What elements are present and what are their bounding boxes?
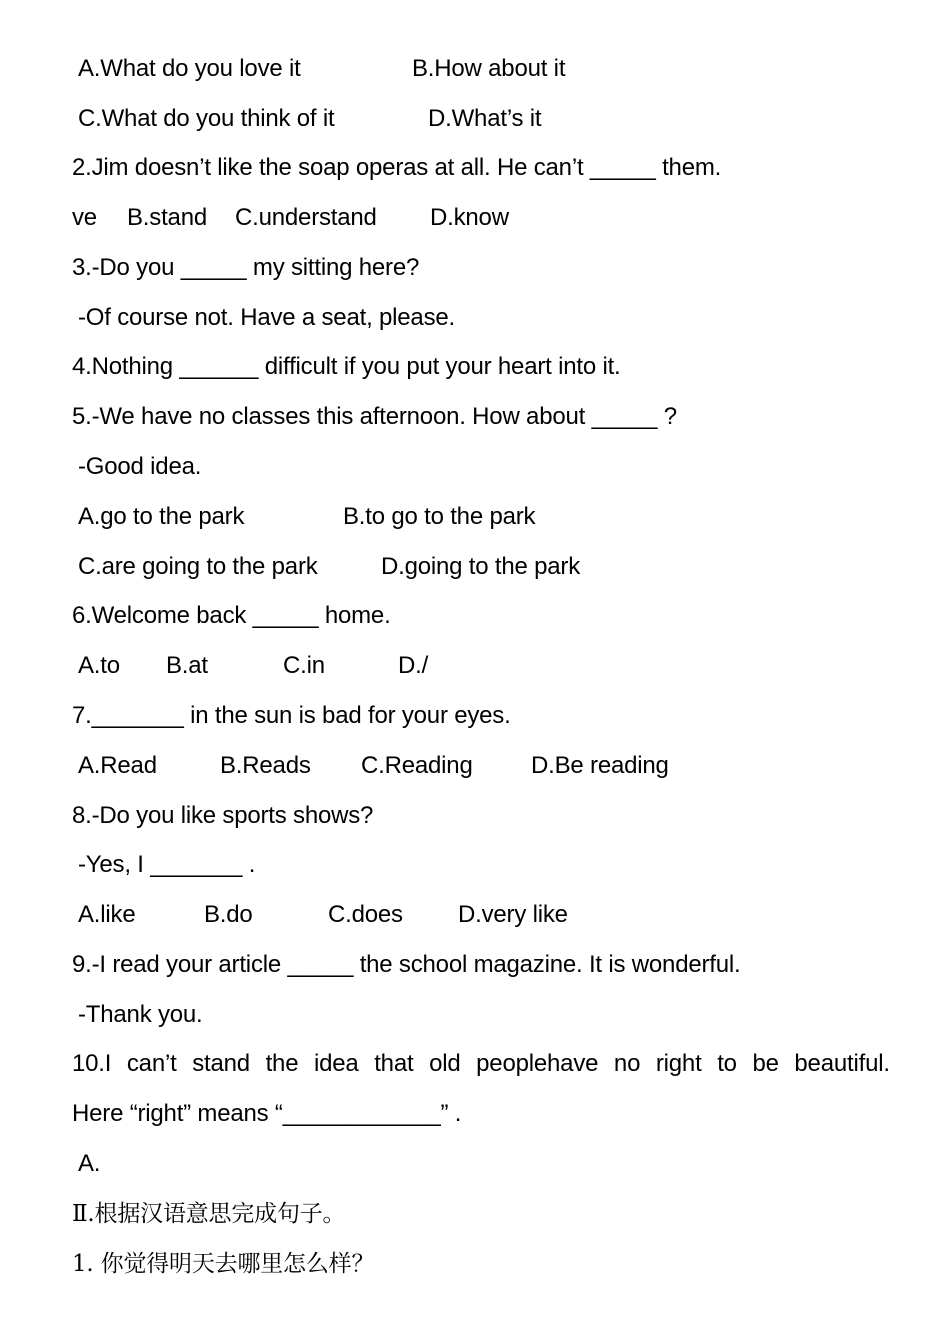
q1-option-a: A.What do you love it [78,55,301,82]
q4-stem: 4.Nothing ______ difficult if you put your heart into it. [72,353,621,380]
q2-option-a: ve [72,204,97,231]
q10-word: that [374,1050,414,1077]
q8-option-a: A.like [78,901,136,928]
q5-option-d: D.going to the park [381,553,580,580]
q10-word: right [655,1050,702,1077]
q8-option-c: C.does [328,901,403,928]
q6-stem: 6.Welcome back _____ home. [72,602,391,629]
q10-word: idea [313,1050,359,1077]
q10-stem-line2: Here “right” means “____________” . [72,1100,462,1127]
q5-option-c: C.are going to the park [78,553,318,580]
section-2-heading: Ⅱ.根据汉语意思完成句子。 [72,1201,346,1227]
section-2-item-1: 1. 你觉得明天去哪里怎么样？ [72,1251,375,1277]
q10-word: 10.I [72,1050,112,1077]
q8-option-b: B.do [204,901,253,928]
q3-stem: 3.-Do you _____ my sitting here? [72,254,420,281]
q9-stem: 9.-I read your article _____ the school magazine. It is wonderful. [72,951,741,978]
q10-word: no [613,1050,641,1077]
q7-option-a: A.Read [78,752,157,779]
q5-option-a: A.go to the park [78,503,245,530]
q10-word: peoplehave [476,1050,599,1077]
q6-option-c: C.in [283,652,325,679]
q7-option-c: C.Reading [361,752,473,779]
q10-word: to [717,1050,737,1077]
q8-stem: 8.-Do you like sports shows? [72,802,374,829]
q5-option-b: B.to go to the park [343,503,536,530]
q8-option-d: D.very like [458,901,568,928]
q5-stem: 5.-We have no classes this afternoon. How about _____ ? [72,403,677,430]
q5-reply: -Good idea. [78,453,202,480]
q6-option-a: A.to [78,652,120,679]
q10-word: the [265,1050,299,1077]
q1-option-b: B.How about it [412,55,566,82]
q6-option-d: D./ [398,652,429,679]
q10-word: stand [192,1050,250,1077]
q1-option-c: C.What do you think of it [78,105,335,132]
q7-option-b: B.Reads [220,752,311,779]
q10-option-a: A. [78,1150,101,1177]
q2-stem: 2.Jim doesn’t like the soap operas at all. He can’t _____ them. [72,154,722,181]
q10-word: beautiful. [794,1050,890,1077]
q10-word: can’t [126,1050,177,1077]
q10-stem-line1 [72,1049,890,1079]
q10-word: old [429,1050,461,1077]
q2-option-d: D.know [430,204,509,231]
q3-reply: -Of course not. Have a seat, please. [78,304,455,331]
q2-option-b: B.stand [127,204,207,231]
q6-option-b: B.at [166,652,208,679]
q1-option-d: D.What’s it [428,105,542,132]
q8-reply: -Yes, I _______ . [78,851,256,878]
q2-option-c: C.understand [235,204,377,231]
q7-stem: 7._______ in the sun is bad for your eyes. [72,702,511,729]
q9-reply: -Thank you. [78,1001,203,1028]
q7-option-d: D.Be reading [531,752,669,779]
q10-word: be [752,1050,779,1077]
